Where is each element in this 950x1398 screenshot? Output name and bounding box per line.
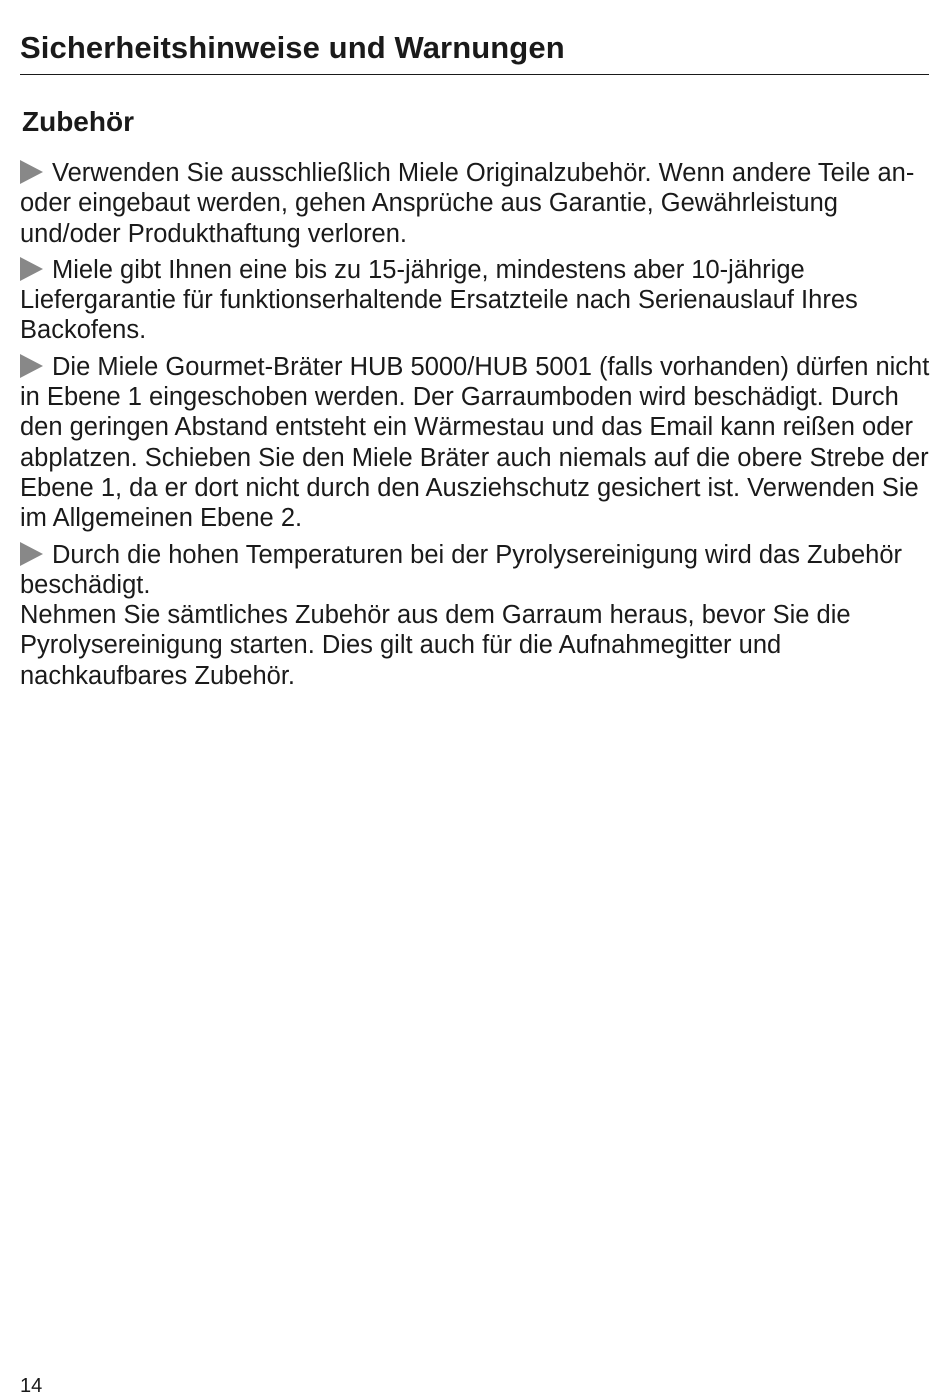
bullet-arrow-icon	[20, 354, 43, 378]
list-item	[20, 540, 932, 691]
list-item	[20, 352, 932, 534]
list-item	[20, 255, 932, 346]
bullet-arrow-icon	[20, 257, 43, 281]
page-number: 14	[20, 1375, 43, 1397]
section-zubehoer	[20, 100, 932, 697]
page-header	[20, 28, 929, 75]
list-item	[20, 158, 932, 249]
item-text: Durch die hohen Temperaturen bei der Pyrolysereinigung wird das Zubehör beschädigt.	[20, 540, 903, 599]
bullet-arrow-icon	[20, 160, 43, 184]
item-text: Miele gibt Ihnen eine bis zu 15-jährige, mindestens aber 10-jährige Liefergarantie für funktionserhaltende Ersatzteile nach Serienauslauf Ihres Backofens.	[20, 255, 858, 345]
item-text: Verwenden Sie ausschließlich Miele Originalzubehör. Wenn andere Teile an- oder eingebaut werden, gehen Ansprüche aus Garantie, Gewährleistung und/oder Produkthaftung verloren.	[20, 159, 915, 248]
section-title: Zubehör	[22, 106, 134, 137]
page-title: Sicherheitshinweise und Warnungen	[20, 30, 565, 65]
item-text: Die Miele Gourmet-Bräter HUB 5000/HUB 5001 (falls vorhanden) dürfen nicht in Ebene 1 eingeschoben werden. Der Garraumboden wird beschädigt. Durch den geringen Abstand entsteht ein Wärmestau und das Email kann reißen oder abplatzen. Schieben Sie den Miele Bräter auch niemals auf die obere Strebe der Ebene 1, da er dort nicht durch den Ausziehschutz gesichert ist. Verwenden Sie im Allgemeinen Ebene 2.	[20, 352, 930, 533]
item-followup-text: Nehmen Sie sämtliches Zubehör aus dem Garraum heraus, bevor Sie die Pyrolysereinigung starten. Dies gilt auch für die Aufnahmegitter und nachkaufbares Zubehör.	[20, 601, 851, 690]
bullet-arrow-icon	[20, 542, 43, 566]
